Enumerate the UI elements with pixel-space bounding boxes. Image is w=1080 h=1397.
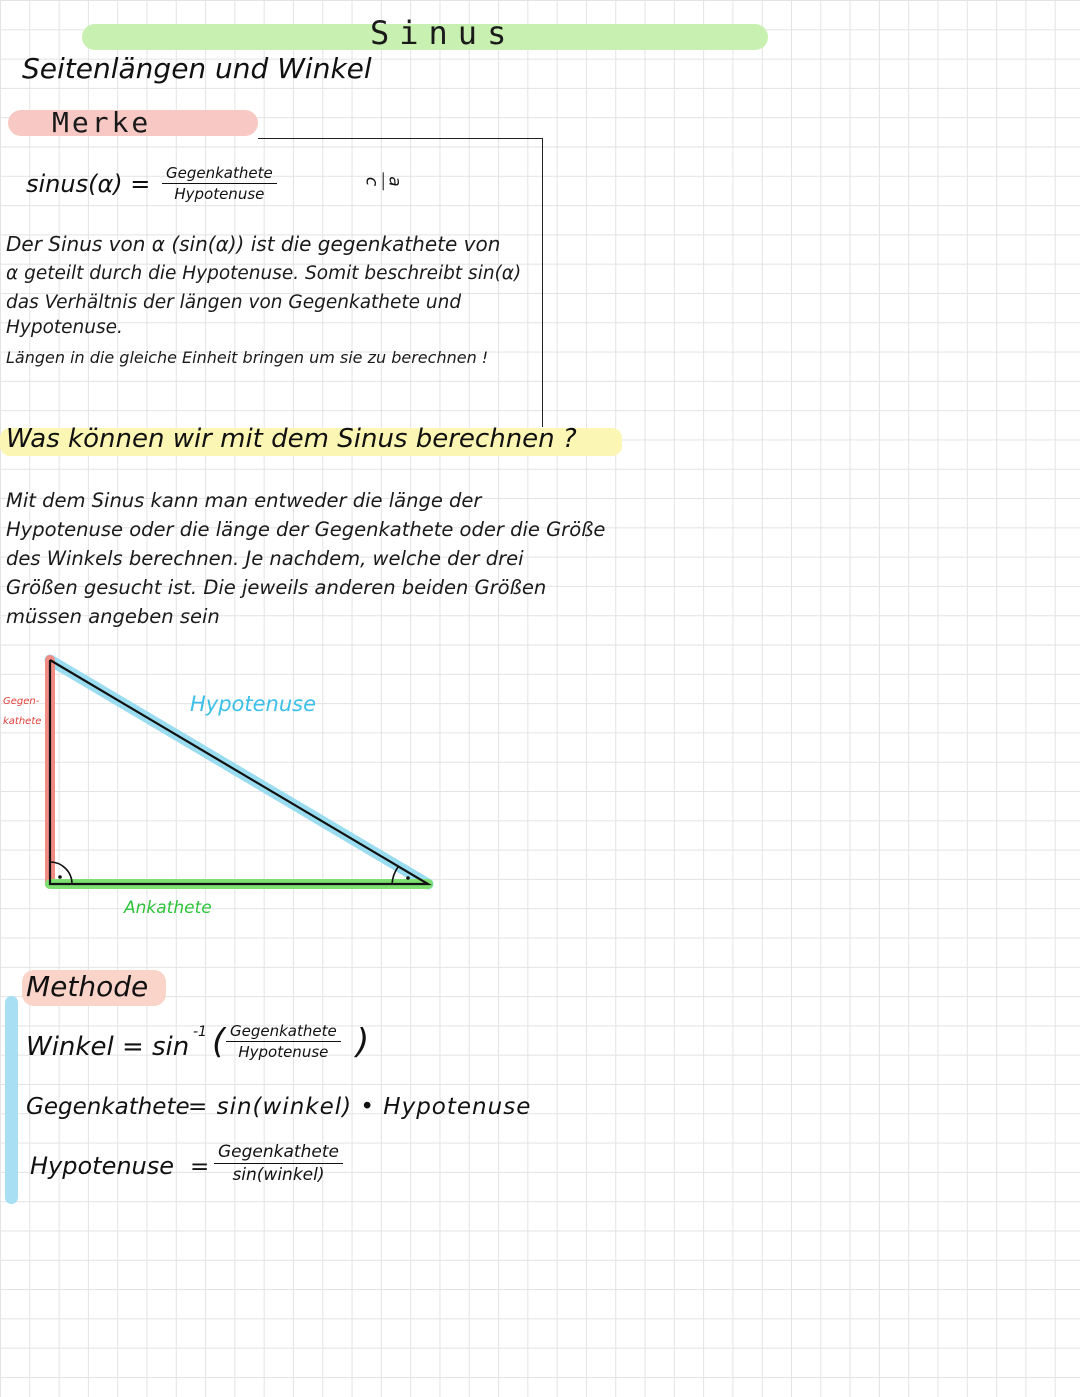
label-gegenkathete-line1: Gegen-	[3, 696, 40, 707]
methode-row1-den: Hypotenuse	[238, 1043, 329, 1061]
methode-row2-lhs: Gegenkathete	[26, 1094, 190, 1120]
merke-line-2: α geteilt durch die Hypotenuse. Somit beschreibt sin(α)	[6, 263, 522, 284]
merke-formula-fraction	[162, 164, 277, 203]
merke-short-den: c	[361, 176, 382, 187]
angle-alpha-dot	[406, 876, 410, 880]
merke-line-1: Der Sinus von α (sin(α)) ist die gegenkathete von	[6, 232, 501, 256]
triangle-diagram	[20, 648, 480, 908]
merke-line-3: das Verhältnis der längen von Gegenkathete und	[6, 292, 462, 313]
methode-row3-den: sin(winkel)	[232, 1165, 325, 1185]
merke-short-fraction	[362, 172, 405, 190]
methode-row1-num: Gegenkathete	[226, 1022, 341, 1042]
merke-line-4: Hypotenuse.	[6, 317, 123, 338]
explanation-line-4: Größen gesucht ist. Die jeweils anderen beiden Größen	[6, 576, 547, 599]
merke-formula-lhs: sinus(α) =	[26, 170, 151, 198]
page-title: Sinus	[370, 14, 517, 52]
merke-label: Merke	[52, 106, 152, 139]
merke-text	[6, 230, 521, 372]
methode-label: Methode	[26, 970, 149, 1003]
subtitle: Seitenlängen und Winkel	[22, 52, 372, 85]
methode-row1-fraction	[226, 1022, 341, 1061]
methode-row1-lhs: Winkel = sin	[26, 1032, 190, 1062]
methode-row1-paren-open: (	[212, 1022, 226, 1062]
right-angle-dot	[58, 875, 62, 879]
label-hypotenuse: Hypotenuse	[190, 692, 317, 716]
explanation-line-5: müssen angeben sein	[6, 605, 220, 628]
explanation-text	[6, 486, 605, 631]
explanation-line-3: des Winkels berechnen. Je nachdem, welche der drei	[6, 547, 524, 570]
methode-row1-paren-close: )	[356, 1022, 370, 1062]
merke-formula-den: Hypotenuse	[174, 185, 265, 203]
methode-row1-sup: -1	[193, 1024, 207, 1040]
merke-line-5: Längen in die gleiche Einheit bringen um sie zu berechnen !	[6, 348, 489, 367]
explanation-line-1: Mit dem Sinus kann man entweder die länge der	[6, 489, 482, 512]
methode-row3-fraction	[214, 1142, 343, 1185]
label-ankathete: Ankathete	[124, 898, 212, 918]
methode-sidebar-bar	[5, 996, 18, 1204]
methode-row3-eq: =	[190, 1154, 210, 1180]
methode-row2-rhs: = sin(winkel) • Hypotenuse	[188, 1094, 532, 1120]
methode-row3-num: Gegenkathete	[214, 1142, 343, 1164]
merke-short-num: a	[383, 172, 405, 190]
label-gegenkathete	[3, 692, 41, 732]
question-heading: Was können wir mit dem Sinus berechnen ?	[6, 424, 577, 454]
label-gegenkathete-line2: kathete	[3, 716, 42, 727]
merke-formula-num: Gegenkathete	[162, 164, 277, 184]
methode-row3-lhs: Hypotenuse	[30, 1152, 175, 1180]
explanation-line-2: Hypotenuse oder die länge der Gegenkathete oder die Größe	[6, 518, 606, 541]
